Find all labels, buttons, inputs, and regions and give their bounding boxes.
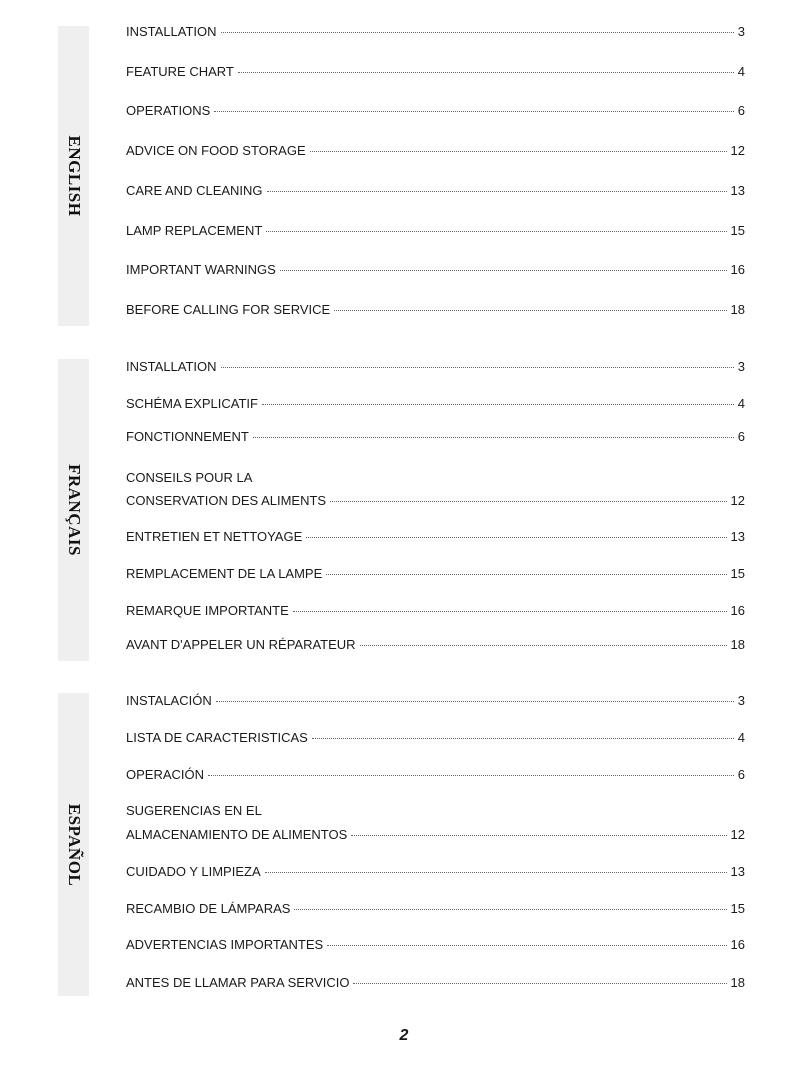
entry-title: ALMACENAMIENTO DE ALIMENTOS bbox=[126, 827, 348, 842]
dot-leader bbox=[351, 835, 726, 836]
dot-leader bbox=[294, 909, 726, 910]
entry-page: 12 bbox=[730, 143, 745, 158]
dot-leader bbox=[238, 72, 734, 73]
language-label: ENGLISH bbox=[64, 135, 84, 217]
dot-leader bbox=[221, 32, 734, 33]
entry-page: 13 bbox=[730, 529, 745, 544]
toc-entry[interactable] bbox=[126, 864, 745, 880]
entry-page: 13 bbox=[730, 864, 745, 879]
entry-title: ADVICE ON FOOD STORAGE bbox=[126, 143, 306, 158]
entry-page: 12 bbox=[730, 827, 745, 842]
toc-entry[interactable] bbox=[126, 470, 745, 509]
dot-leader bbox=[306, 537, 726, 538]
entry-title: REMPLACEMENT DE LA LAMPE bbox=[126, 566, 323, 581]
toc-entry[interactable] bbox=[126, 24, 745, 40]
entry-page: 3 bbox=[737, 693, 745, 708]
entry-title: ANTES DE LLAMAR PARA SERVICIO bbox=[126, 975, 350, 990]
dot-leader bbox=[280, 270, 727, 271]
entry-title: CARE AND CLEANING bbox=[126, 183, 263, 198]
entry-title: OPERATIONS bbox=[126, 103, 211, 118]
toc-entry[interactable] bbox=[126, 603, 745, 619]
toc-entry[interactable] bbox=[126, 693, 745, 709]
entry-title: AVANT D'APPELER UN RÉPARATEUR bbox=[126, 637, 356, 652]
toc-entry[interactable] bbox=[126, 429, 745, 445]
page-number: 2 bbox=[399, 1027, 409, 1044]
dot-leader bbox=[334, 310, 726, 311]
entry-page: 15 bbox=[730, 223, 745, 238]
entry-page: 6 bbox=[737, 767, 745, 782]
entry-title: INSTALLATION bbox=[126, 24, 217, 39]
entry-page: 16 bbox=[730, 603, 745, 618]
entry-title-line1: SUGERENCIAS EN EL bbox=[126, 803, 262, 818]
entry-page: 4 bbox=[737, 730, 745, 745]
entry-page: 15 bbox=[730, 566, 745, 581]
entry-page: 16 bbox=[730, 937, 745, 952]
entry-title: INSTALLATION bbox=[126, 359, 217, 374]
entry-page: 18 bbox=[730, 302, 745, 317]
entry-title: FEATURE CHART bbox=[126, 64, 234, 79]
entry-title: SCHÉMA EXPLICATIF bbox=[126, 396, 258, 411]
entry-title: OPERACIÓN bbox=[126, 767, 205, 782]
dot-leader bbox=[265, 872, 727, 873]
entry-page: 3 bbox=[737, 24, 745, 39]
entry-page: 3 bbox=[737, 359, 745, 374]
toc-entry[interactable] bbox=[126, 223, 745, 239]
dot-leader bbox=[326, 574, 726, 575]
entry-page: 6 bbox=[737, 103, 745, 118]
toc-entry[interactable] bbox=[126, 359, 745, 375]
toc-entry[interactable] bbox=[126, 937, 745, 953]
toc-entry[interactable] bbox=[126, 637, 745, 653]
entry-title: BEFORE CALLING FOR SERVICE bbox=[126, 302, 331, 317]
toc-entry[interactable] bbox=[126, 975, 745, 991]
dot-leader bbox=[310, 151, 727, 152]
toc-entry[interactable] bbox=[126, 396, 745, 412]
entry-page: 4 bbox=[737, 64, 745, 79]
entry-title-line1: CONSEILS POUR LA bbox=[126, 470, 253, 485]
entry-page: 4 bbox=[737, 396, 745, 411]
toc-entry[interactable] bbox=[126, 767, 745, 783]
entry-title: ADVERTENCIAS IMPORTANTES bbox=[126, 937, 324, 952]
toc-entry[interactable] bbox=[126, 302, 745, 318]
toc-entry[interactable] bbox=[126, 901, 745, 917]
entry-page: 15 bbox=[730, 901, 745, 916]
entry-title: LAMP REPLACEMENT bbox=[126, 223, 263, 238]
entry-title: INSTALACIÓN bbox=[126, 693, 212, 708]
entry-title: LISTA DE CARACTERISTICAS bbox=[126, 730, 308, 745]
toc-entry[interactable] bbox=[126, 803, 745, 843]
dot-leader bbox=[360, 645, 727, 646]
toc-entry[interactable] bbox=[126, 64, 745, 80]
toc-entry[interactable] bbox=[126, 183, 745, 199]
dot-leader bbox=[312, 738, 734, 739]
entry-page: 12 bbox=[730, 493, 745, 508]
toc-entry[interactable] bbox=[126, 103, 745, 119]
toc-entry[interactable] bbox=[126, 143, 745, 159]
entry-title: FONCTIONNEMENT bbox=[126, 429, 249, 444]
dot-leader bbox=[267, 191, 727, 192]
entry-page: 13 bbox=[730, 183, 745, 198]
toc-entry[interactable] bbox=[126, 566, 745, 582]
entry-page: 16 bbox=[730, 262, 745, 277]
entry-page: 18 bbox=[730, 975, 745, 990]
dot-leader bbox=[253, 437, 734, 438]
entry-title: REMARQUE IMPORTANTE bbox=[126, 603, 289, 618]
entry-page: 6 bbox=[737, 429, 745, 444]
entry-title: RECAMBIO DE LÁMPARAS bbox=[126, 901, 291, 916]
language-tab-english bbox=[58, 26, 89, 326]
language-tab-francais bbox=[58, 359, 89, 661]
dot-leader bbox=[330, 501, 726, 502]
language-tab-espanol bbox=[58, 693, 89, 996]
dot-leader bbox=[208, 775, 734, 776]
entry-title: ENTRETIEN ET NETTOYAGE bbox=[126, 529, 303, 544]
dot-leader bbox=[353, 983, 726, 984]
dot-leader bbox=[214, 111, 733, 112]
entry-title: CUIDADO Y LIMPIEZA bbox=[126, 864, 261, 879]
entry-page: 18 bbox=[730, 637, 745, 652]
toc-entry[interactable] bbox=[126, 730, 745, 746]
entry-title: IMPORTANT WARNINGS bbox=[126, 262, 276, 277]
toc-entry[interactable] bbox=[126, 262, 745, 278]
dot-leader bbox=[266, 231, 726, 232]
dot-leader bbox=[216, 701, 734, 702]
language-label: FRANÇAIS bbox=[64, 464, 84, 556]
dot-leader bbox=[293, 611, 727, 612]
language-label: ESPAÑOL bbox=[64, 803, 84, 886]
entry-title: CONSERVATION DES ALIMENTS bbox=[126, 493, 327, 508]
dot-leader bbox=[221, 367, 734, 368]
toc-entry[interactable] bbox=[126, 529, 745, 545]
dot-leader bbox=[262, 404, 734, 405]
dot-leader bbox=[327, 945, 726, 946]
